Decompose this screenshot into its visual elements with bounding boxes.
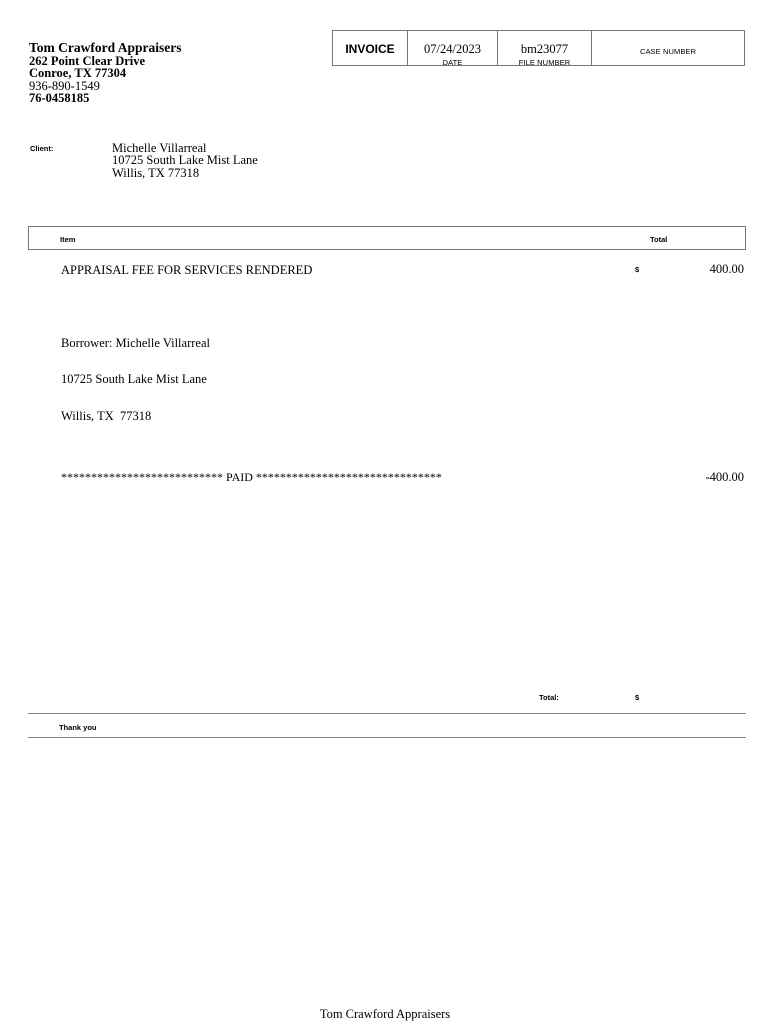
paid-line: *************************** PAID ******************************* <box>61 470 442 484</box>
thank-you-note: Thank you <box>59 723 97 732</box>
borrower-street: 10725 South Lake Mist Lane <box>61 372 207 387</box>
company-phone: 936-890-1549 <box>29 78 100 93</box>
case-number-caption: CASE NUMBER <box>639 47 697 56</box>
client-address <box>112 142 258 179</box>
invoice-title: INVOICE <box>345 42 395 56</box>
line-item-currency: $ <box>635 265 640 274</box>
invoice-title-cell <box>333 31 408 65</box>
file-number-value: bm23077 <box>520 42 569 56</box>
divider-top <box>28 713 746 714</box>
company-tax-id: 76-0458185 <box>29 90 90 105</box>
client-label: Client: <box>30 144 54 153</box>
date-cell <box>408 31 498 65</box>
client-name: Michelle Villarreal <box>112 141 207 155</box>
line-item-description: APPRAISAL FEE FOR SERVICES RENDERED <box>61 263 313 277</box>
items-table-header <box>28 226 746 250</box>
company-name: Tom Crawford Appraisers <box>29 40 182 55</box>
total-currency: $ <box>635 693 640 702</box>
company-street: 262 Point Clear Drive <box>29 54 146 68</box>
file-number-cell <box>498 31 592 65</box>
page-footer: Tom Crawford Appraisers <box>319 1007 451 1021</box>
client-city: Willis, TX 77318 <box>112 165 200 180</box>
item-column-header: Item <box>60 235 76 244</box>
paid-amount: -400.00 <box>705 470 744 484</box>
borrower-name: Borrower: Michelle Villarreal <box>61 335 210 350</box>
total-column-header: Total <box>650 235 668 244</box>
company-city: Conroe, TX 77304 <box>29 66 127 81</box>
borrower-block <box>61 312 210 435</box>
company-block <box>29 41 182 104</box>
borrower-city: Willis, TX 77318 <box>61 409 152 424</box>
case-number-cell <box>592 31 744 65</box>
line-item-amount: 400.00 <box>709 262 744 276</box>
date-value: 07/24/2023 <box>424 42 481 56</box>
file-number-caption: FILE NUMBER <box>518 58 571 67</box>
divider-bottom <box>28 737 746 738</box>
date-caption: DATE <box>442 58 463 67</box>
client-street: 10725 South Lake Mist Lane <box>112 153 258 168</box>
invoice-header-box <box>332 30 745 66</box>
total-label: Total: <box>539 693 559 702</box>
